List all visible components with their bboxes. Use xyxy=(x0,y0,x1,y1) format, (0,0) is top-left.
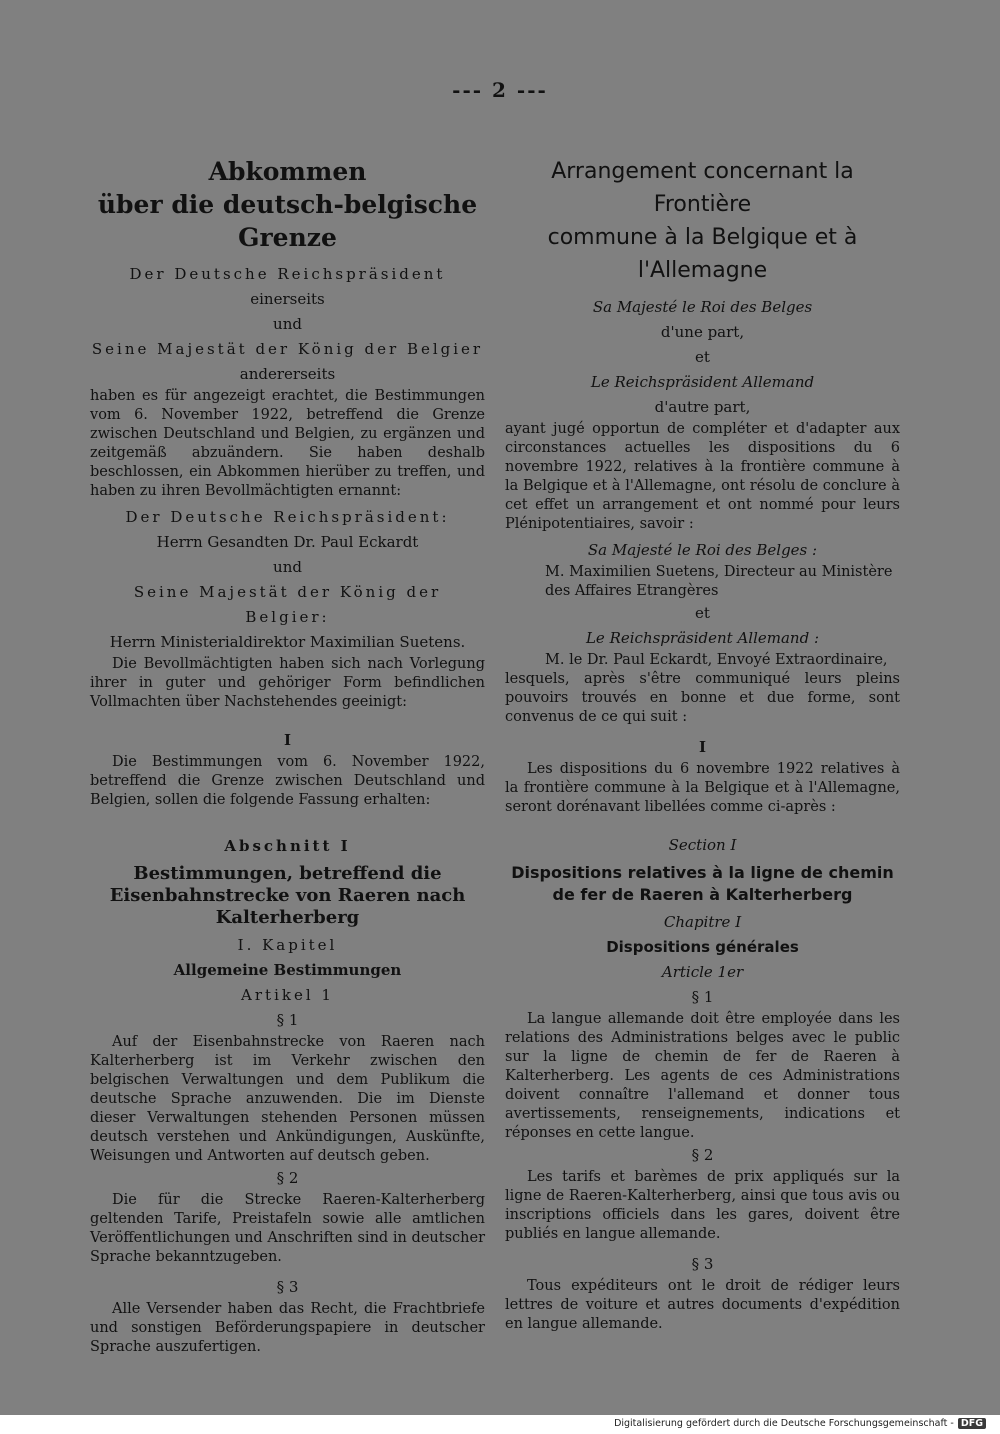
french-chapter-title: Dispositions générales xyxy=(606,938,799,956)
french-title-line-2: commune à la Belgique et à l'Allemagne xyxy=(547,225,858,283)
french-party-2-side: d'autre part, xyxy=(654,398,751,416)
german-party-1: Der Deutsche Reichspräsident xyxy=(129,265,446,283)
french-party-2: Le Reichspräsident Allemand xyxy=(590,373,815,391)
german-article: Artikel 1 xyxy=(241,986,334,1004)
french-section: Section I xyxy=(668,836,737,854)
german-plenipotentiary-2-name: Herrn Ministerialdirektor Maximilian Suetens. xyxy=(109,633,466,651)
french-paragraph-2-text: Les tarifs et barèmes de prix appliqués sur la ligne de Raeren-Kalterherberg, ainsi que tous avis ou inscriptions officiels dans les gares, doivent être publiés en langue allemande. xyxy=(505,1169,900,1242)
french-column xyxy=(505,155,900,1334)
german-party-2: Seine Majestät der König der Belgier xyxy=(91,340,484,358)
french-article-I: I xyxy=(698,738,707,756)
french-plenipotentiary-2-title: Le Reichspräsident Allemand : xyxy=(585,629,820,647)
german-section-title: Bestimmungen, betreffend die Eisenbahnstrecke von Raeren nach Kalterherberg xyxy=(109,863,466,928)
german-paragraph-1-text: Auf der Eisenbahnstrecke von Raeren nach Kalterherberg ist im Verkehr zwischen den belgischen Verwaltungen und dem Publikum die deutsche Sprache anzuwenden. Die im Dienste dieser Verwaltungen stehenden Personen müssen deutsch verstehen und Ankündigungen, Auskünfte, Weisungen und Antworten auf deutsch geben. xyxy=(90,1034,485,1164)
french-paragraph-3-text: Tous expéditeurs ont le droit de rédiger leurs lettres de voiture et autres documents d'expédition en langue allemande. xyxy=(505,1278,900,1332)
german-paragraph-2: § 2 xyxy=(276,1169,299,1187)
german-und-1: und xyxy=(273,315,302,333)
german-paragraph-3: § 3 xyxy=(276,1278,299,1296)
german-plenipotentiary-text: Die Bevollmächtigten haben sich nach Vorlegung ihrer in guter und gehöriger Form befindlichen Vollmachten über Nachstehendes geeinigt: xyxy=(90,656,485,710)
french-party-1: Sa Majesté le Roi des Belges xyxy=(592,298,813,316)
french-plenipotentiary-2-name: M. le Dr. Paul Eckardt, Envoyé Extraordinaire, xyxy=(545,652,888,668)
german-plenipotentiary-1-title: Der Deutsche Reichspräsident: xyxy=(125,508,450,526)
german-title-line-1: Abkommen xyxy=(208,157,367,186)
french-plenipotentiary-1-title: Sa Majesté le Roi des Belges : xyxy=(587,541,818,559)
german-article-I-text: Die Bestimmungen vom 6. November 1922, betreffend die Grenze zwischen Deutschland und Belgien, sollen die folgende Fassung erhalten: xyxy=(90,754,485,808)
german-column xyxy=(90,155,485,1357)
french-plenipotentiary-text: lesquels, après s'être communiqué leurs pleins pouvoirs trouvés en bonne et due forme, sont convenus de ce qui suit : xyxy=(505,671,900,725)
german-und-2: und xyxy=(273,558,302,576)
credit-text: Digitalisierung gefördert durch die Deutsche Forschungsgemeinschaft - xyxy=(614,1418,954,1429)
french-et-1: et xyxy=(695,348,710,366)
french-party-1-side: d'une part, xyxy=(660,323,745,341)
french-paragraph-2: § 2 xyxy=(691,1146,714,1164)
german-paragraph-3-text: Alle Versender haben das Recht, die Frachtbriefe und sonstigen Beförderungspapiere in deutscher Sprache auszufertigen. xyxy=(90,1301,485,1355)
german-plenipotentiary-2-title: Seine Majestät der König der Belgier: xyxy=(133,583,442,626)
german-party-1-side: einerseits xyxy=(250,290,325,308)
french-article-I-text: Les dispositions du 6 novembre 1922 relatives à la frontière commune à la Belgique et à l'Allemagne, seront dorénavant libellées comme ci-après : xyxy=(505,761,900,815)
french-plenipotentiary-1-name: M. Maximilien Suetens, Directeur au Ministère des Affaires Etrangères xyxy=(545,564,893,599)
german-chapter-title: Allgemeine Bestimmungen xyxy=(173,961,402,979)
german-plenipotentiary-1-name: Herrn Gesandten Dr. Paul Eckardt xyxy=(156,533,419,551)
french-preamble: ayant jugé opportun de compléter et d'adapter aux circonstances actuelles les dispositions du 6 novembre 1922, relatives à la frontière commune à la Belgique et à l'Allemagne, ont résolu de conclure à cet effet un arrangement et ont nommé pour leurs Plénipotentiaires, savoir : xyxy=(505,421,900,532)
french-article: Article 1er xyxy=(661,963,744,981)
french-paragraph-3: § 3 xyxy=(691,1255,714,1273)
german-preamble: haben es für angezeigt erachtet, die Bestimmungen vom 6. November 1922, betreffend die Grenze zwischen Deutschland und Belgien, zu ergänzen und zeitgemäß abzuändern. Sie haben deshalb beschlossen, ein Abkommen hierüber zu treffen, und haben zu ihren Bevollmächtigten ernannt: xyxy=(90,388,485,499)
french-paragraph-1: § 1 xyxy=(691,988,714,1006)
german-party-2-side: andererseits xyxy=(239,365,336,383)
french-section-title: Dispositions relatives à la ligne de chemin de fer de Raeren à Kalterherberg xyxy=(511,863,894,904)
page-number: --- 2 --- xyxy=(452,78,548,102)
french-et-2: et xyxy=(695,604,710,622)
german-title-line-2: über die deutsch-belgische Grenze xyxy=(97,190,478,252)
french-paragraph-1-text: La langue allemande doit être employée dans les relations des Administrations belges avec le public sur la ligne de chemin de fer de Raeren à Kalterherberg. Les agents de ces Administrations doivent connaître l'allemand et donner tous avertissements, renseignements, indications et réponses en cette langue. xyxy=(505,1011,900,1141)
french-chapter: Chapitre I xyxy=(663,913,742,931)
german-paragraph-1: § 1 xyxy=(276,1011,299,1029)
german-paragraph-2-text: Die für die Strecke Raeren-Kalterherberg geltenden Tarife, Preistafeln sowie alle amtlichen Veröffentlichungen und Anschriften sind in deutscher Sprache bekanntzugeben. xyxy=(90,1192,485,1265)
german-article-I: I xyxy=(283,731,292,749)
digitization-credit xyxy=(614,1418,986,1429)
german-section: Abschnitt I xyxy=(224,837,351,855)
dfg-logo: DFG xyxy=(958,1418,986,1429)
german-chapter: I. Kapitel xyxy=(237,936,338,954)
french-title-line-1: Arrangement concernant la Frontière xyxy=(551,159,854,217)
